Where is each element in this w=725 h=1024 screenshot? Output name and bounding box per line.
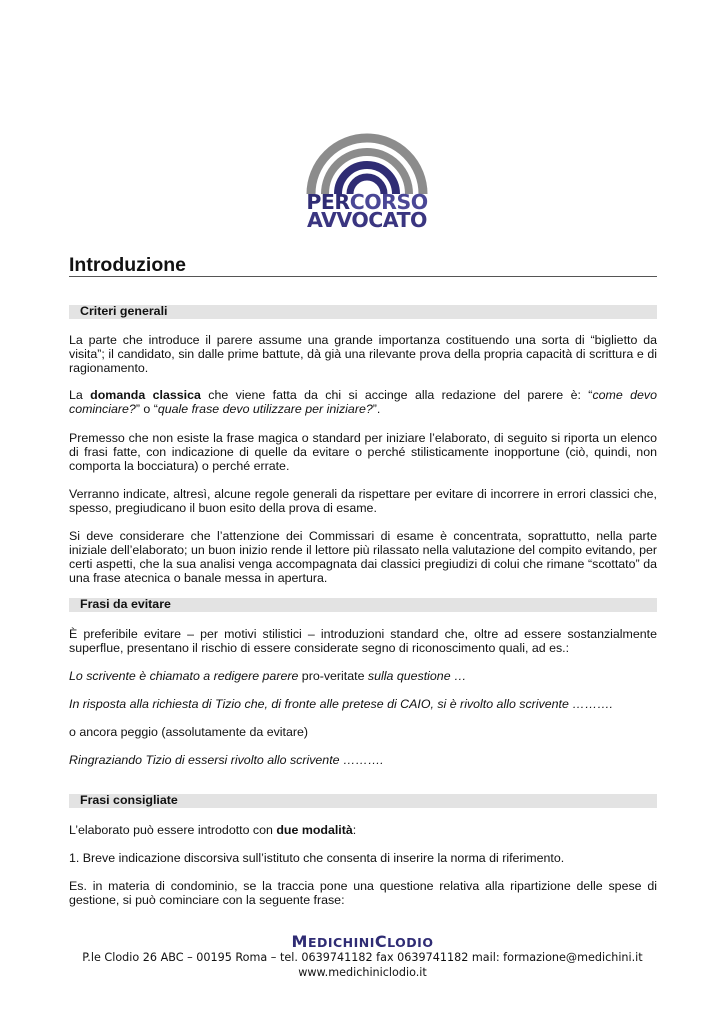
section-header-frasi-consigliate: Frasi consigliate	[69, 794, 657, 808]
logo-line2: AVVOCATO	[306, 208, 427, 232]
percorso-avvocato-logo	[305, 132, 429, 236]
paragraph-8: In risposta alla richiesta di Tizio che, di fronte alle pretese di CAIO, si è rivolto allo scrivente ……….	[69, 697, 613, 711]
paragraph-1: La parte che introduce il parere assume una grande importanza costituendo una sorta di “biglietto da visita”; il candidato, sin dalle prime battute, dà già una rilevante prova della propria capacità di scrittura e di ragionamento.	[69, 333, 657, 375]
paragraph-7: Lo scrivente è chiamato a redigere parere pro-veritate sulla questione …	[69, 669, 467, 683]
footer-website[interactable]: www.medichiniclodio.it	[298, 966, 427, 979]
paragraph-13: Es. in materia di condominio, se la traccia pone una questione relativa alla ripartizione delle spese di gestione, si può cominciare con la seguente frase:	[69, 879, 657, 907]
paragraph-9: o ancora peggio (assolutamente da evitare)	[69, 725, 309, 739]
paragraph-4: Verranno indicate, altresì, alcune regole generali da rispettare per evitare di incorrere in errori classici che, spesso, pregiudicano il buon esito della prova di esame.	[69, 487, 657, 515]
section-header-criteri: Criteri generali	[69, 305, 657, 319]
paragraph-5: Si deve considerare che l’attenzione dei Commissari di esame è concentrata, soprattutto, nella parte iniziale dell’elaborato; un buon inizio rende il lettore più rilassato nella valutazione del compito evitando, per certi aspetti, che la sua analisi venga accompagnata dai classici pregiudizi di colui che rimane “scottato” da una frase atecnica o banale messa in apertura.	[69, 529, 657, 585]
footer-address: P.le Clodio 26 ABC – 00195 Roma – tel. 0639741182 fax 0639741182 mail: formazione@medichini.it	[82, 951, 643, 964]
title-divider	[69, 276, 657, 277]
paragraph-11: L’elaborato può essere introdotto con due modalità:	[69, 823, 357, 837]
page-title: Introduzione	[69, 254, 186, 276]
logo-line1: PERCORSO	[306, 190, 428, 214]
footer-brand-logo: MEDICHINICLODIO	[291, 932, 434, 951]
section-header-frasi-da-evitare: Frasi da evitare	[69, 598, 657, 612]
paragraph-10: Ringraziando Tizio di essersi rivolto allo scrivente ……….	[69, 753, 384, 767]
paragraph-2: La domanda classica che viene fatta da chi si accinge alla redazione del parere è: “come devo cominciare?” o “quale frase devo utilizzare per iniziare?”.	[69, 388, 657, 416]
paragraph-12: 1. Breve indicazione discorsiva sull’istituto che consenta di inserire la norma di riferimento.	[69, 851, 565, 865]
paragraph-6: È preferibile evitare – per motivi stilistici – introduzioni standard che, oltre ad essere sostanzialmente superflue, presentano il rischio di essere considerate segno di riconoscimento quali, ad es.:	[69, 627, 657, 655]
paragraph-3: Premesso che non esiste la frase magica o standard per iniziare l’elaborato, di seguito si riporta un elenco di frasi fatte, con indicazione di quelle da evitare o perché stilisticamente inopportune (ciò, quindi, non comporta la bocciatura) o perché errate.	[69, 431, 657, 473]
